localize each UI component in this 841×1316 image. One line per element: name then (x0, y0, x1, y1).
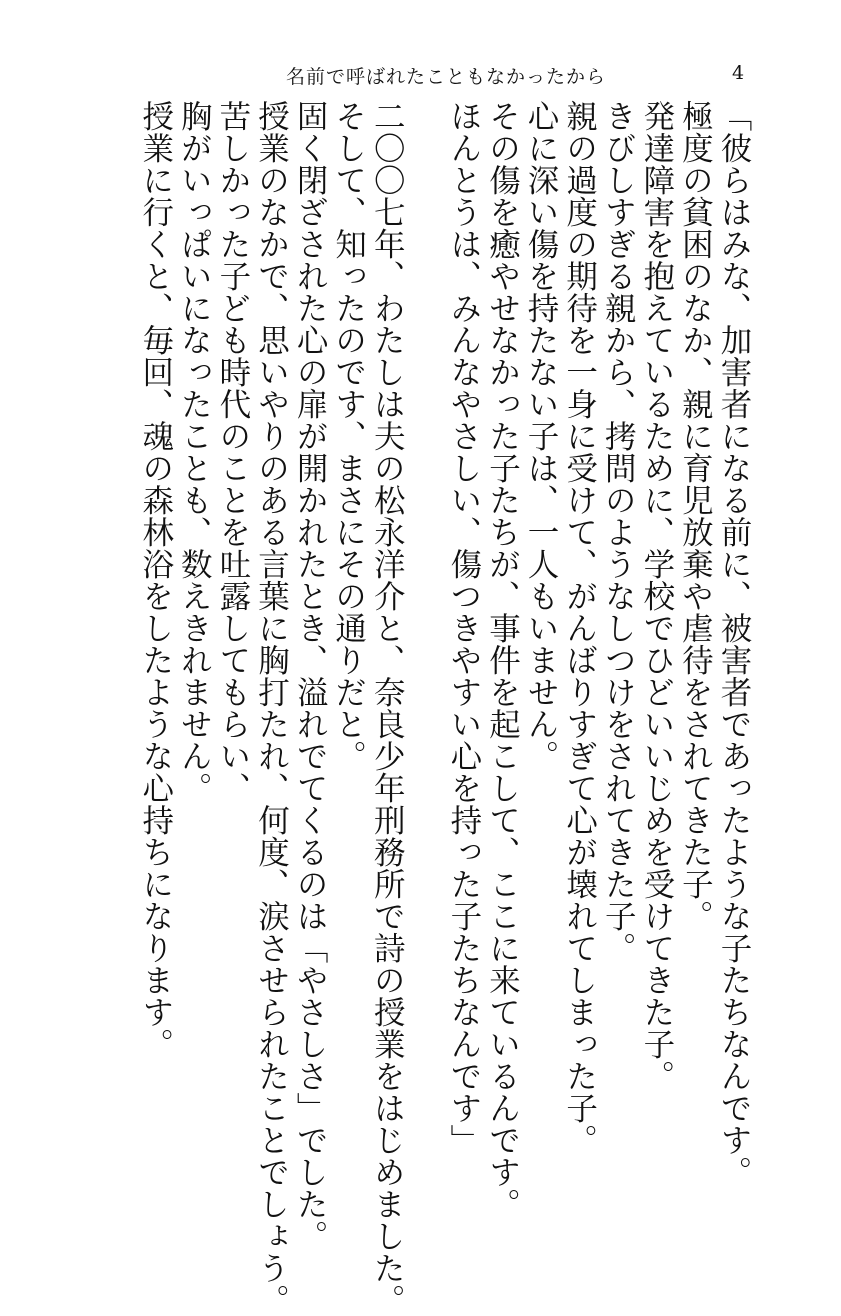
text-line: 二〇〇七年、わたしは夫の松永洋介と、奈良少年刑務所で詩の授業をはじめました。 (369, 100, 406, 1316)
text-line: ほんとうは、みんなやさしい、傷つきやすい心を持った子たちなんです」 (445, 100, 482, 1156)
text-line: 親の過度の期待を一身に受けて、がんばりすぎて心が壊れてしまった子。 (561, 100, 598, 1156)
text-line: 胸がいっぱいになったことも、数えきれません。 (176, 100, 213, 804)
text-line: 苦しかった子ども時代のことを吐露してもらい、 (214, 100, 251, 804)
text-line: きびしすぎる親から、拷問のようなしつけをされてきた子。 (600, 100, 637, 964)
body-text (136, 100, 753, 1316)
text-line: そして、知ったのです、まさにその通りだと。 (330, 100, 367, 772)
text-line: 極度の貧困のなか、親に育児放棄や虐待をされてきた子。 (677, 100, 714, 932)
text-line: 固く閉ざされた心の扉が開かれたとき、溢れでてくるのは「やさしさ」でした。 (292, 100, 329, 1252)
text-line: 「彼らはみな、加害者になる前に、被害者であったような子たちなんです。 (716, 100, 752, 1188)
text-line: 授業のなかで、思いやりのある言葉に胸打たれ、何度、涙させられたことでしょう。 (253, 100, 290, 1316)
page-number: 4 (732, 62, 745, 84)
text-line: 発達障害を抱えているために、学校でひどいいじめを受けてきた子。 (638, 100, 675, 1092)
paragraph-gap (406, 100, 444, 1160)
text-line: その傷を癒やせなかった子たちが、事件を起こして、ここに来ているんです。 (484, 100, 521, 1220)
text-line: 授業に行くと、毎回、魂の森林浴をしたような心持ちになります。 (137, 100, 174, 1060)
text-line: 心に深い傷を持たない子は、一人もいません。 (523, 100, 560, 772)
running-header: 名前で呼ばれたこともなかったから (286, 66, 607, 88)
